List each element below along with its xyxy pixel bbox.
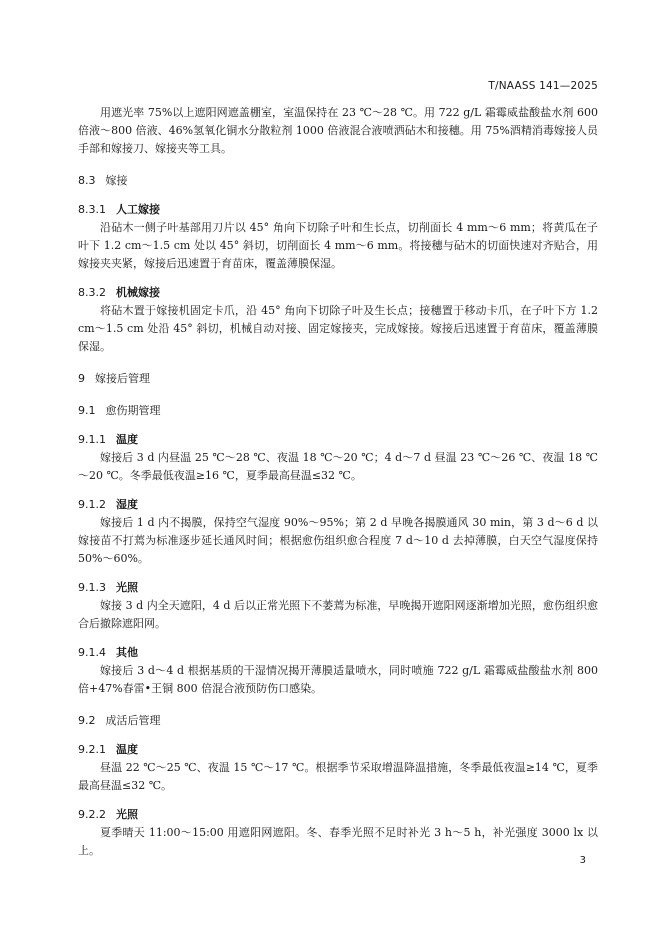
section-title: 愈伤期管理 [105,404,161,417]
section-title: 温度 [116,433,138,446]
page-content [78,104,598,860]
section-number: 9.2.1 [78,743,106,756]
heading-8-3-2 [78,284,598,302]
paragraph-8-3-2: 将砧木置于嫁接机固定卡爪，沿 45° 角向下切除子叶及生长点；接穗置于移动卡爪，在子叶下方 1.2 cm～1.5 cm 处沿 45° 斜切，机械自动对接、固定嫁接夹，完成嫁接。嫁接后迅速置于育苗床，覆盖薄膜保湿。 [78,304,598,353]
section-title: 光照 [116,581,138,594]
paragraph-9-1-1: 嫁接后 3 d 内昼温 25 ℃～28 ℃、夜温 18 ℃～20 ℃；4 d～7 d 昼温 23 ℃～26 ℃、夜温 18 ℃～20 ℃。冬季最低夜温≥16 ℃，夏季最高昼温≤32 ℃。 [78,451,598,482]
page-number: 3 [579,855,586,866]
section-title: 温度 [116,743,138,756]
section-number: 9.1.3 [78,581,106,594]
section-number: 8.3.2 [78,286,106,299]
section-title: 嫁接后管理 [95,372,150,385]
heading-9-1 [78,402,598,420]
heading-8-3-1 [78,201,598,219]
heading-9-1-1 [78,431,598,449]
section-title: 光照 [116,808,138,821]
heading-9-1-2 [78,496,598,514]
paragraph-9-2-2: 夏季晴天 11:00～15:00 用遮阳网遮阳。冬、春季光照不足时补光 3 h～5 h，补光强度 3000 lx 以上。 [78,826,598,857]
section-title: 机械嫁接 [116,286,160,299]
section-title: 人工嫁接 [116,203,160,216]
section-number: 9 [78,372,85,385]
heading-9-1-4 [78,644,598,662]
section-number: 8.3 [78,174,96,187]
section-title: 嫁接 [105,174,128,187]
paragraph-9-1-4: 嫁接后 3 d～4 d 根据基质的干湿情况揭开薄膜适量喷水，同时喷施 722 g/L 霜霉威盐酸盐水剂 800 倍+47%春雷•王铜 800 倍混合液预防伤口感染。 [78,664,598,695]
paragraph-9-2-1: 昼温 22 ℃～25 ℃、夜温 15 ℃～17 ℃。根据季节采取增温降温措施，冬季最低夜温≥14 ℃，夏季最高昼温≤32 ℃。 [78,761,598,792]
heading-9-1-3 [78,579,598,597]
heading-9-2-2 [78,806,598,824]
section-number: 9.1.2 [78,498,106,511]
section-number: 9.1 [78,404,96,417]
paragraph-8-3-1: 沿砧木一侧子叶基部用刀片以 45° 角向下切除子叶和生长点，切削面长 4 mm～6 mm；将黄瓜在子叶下 1.2 cm～1.5 cm 处以 45° 斜切，切削面长 4 mm～6 mm。将接穗与砧木的切面快速对齐贴合，用嫁接夹夹紧，嫁接后迅速置于育苗床，覆盖薄膜保湿。 [78,221,598,270]
section-number: 9.1.4 [78,646,106,659]
paragraph-9-1-2: 嫁接后 1 d 内不揭膜，保持空气湿度 90%～95%；第 2 d 早晚各揭膜通风 30 min，第 3 d～6 d 以嫁接苗不打蔫为标准逐步延长通风时间；根据愈伤组织愈合程度 7 d～10 d 去掉薄膜，白天空气湿度保持 50%～60%。 [78,516,598,565]
heading-8-3 [78,172,598,190]
section-title: 成活后管理 [105,714,161,727]
section-number: 9.2 [78,714,96,727]
document-code: T/NAASS 141—2025 [488,80,598,92]
heading-9-2-1 [78,741,598,759]
section-number: 9.1.1 [78,433,106,446]
intro-paragraph: 用遮光率 75%以上遮阳网遮盖棚室，室温保持在 23 ℃～28 ℃。用 722 g/L 霜霉威盐酸盐水剂 600 倍液～800 倍液、46%氢氧化铜水分散粒剂 1000 倍液混合液喷洒砧木和接穗。用 75%酒精消毒嫁接人员手部和嫁接刀、嫁接夹等工具。 [78,106,598,155]
section-title: 湿度 [116,498,138,511]
paragraph-9-1-3: 嫁接 3 d 内全天遮阳，4 d 后以正常光照下不萎蔫为标准，早晚揭开遮阳网逐渐增加光照，愈伤组织愈合后撤除遮阳网。 [78,599,598,630]
section-number: 8.3.1 [78,203,106,216]
section-number: 9.2.2 [78,808,106,821]
heading-9 [78,370,598,388]
section-title: 其他 [116,646,138,659]
heading-9-2 [78,712,598,730]
